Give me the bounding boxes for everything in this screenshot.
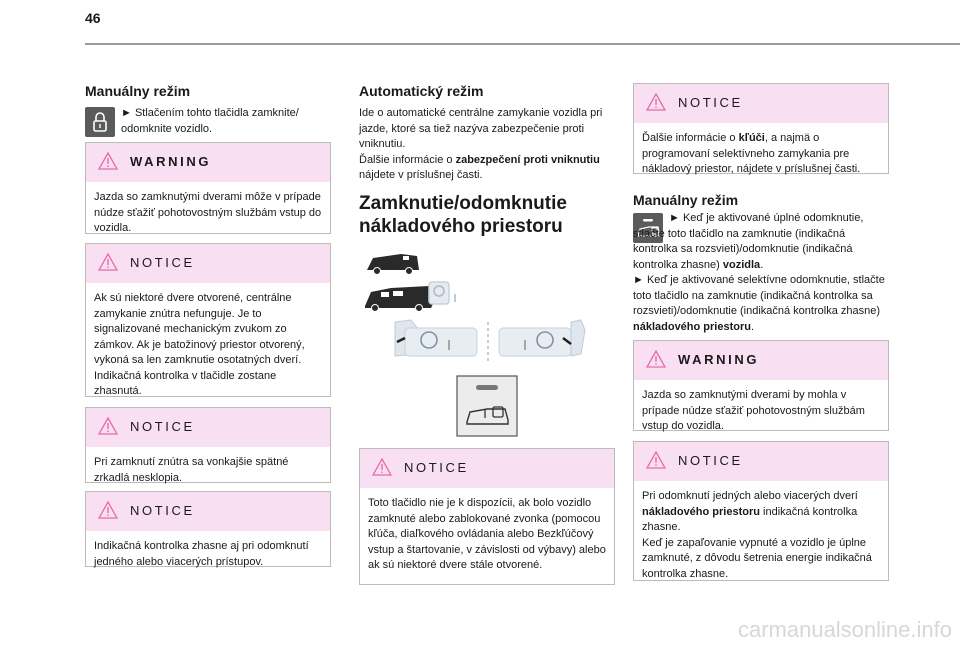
notice-box: [85, 491, 331, 567]
notice-icon: [98, 417, 118, 435]
col2-paragraph: Ide o automatické centrálne zamykanie vozidla pri jazde, ktoré sa tiež nazýva zabezpečenie proti vniknutiu. Ďalšie informácie o zabezpečení proti vniknutiu nájdete v príslušnej časti.: [359, 107, 603, 181]
section-title: Zamknutie/odomknutie nákladového priestoru: [359, 193, 567, 237]
notice-box: [359, 448, 615, 585]
cargo-lock-button: [457, 376, 517, 436]
warning-label: WARNING: [130, 154, 212, 169]
warning-box: [633, 340, 889, 431]
warning-text: Jazda so zamknutými dverami môže v prípade núdze sťažiť pohotovostným službám vstup do vozidla.: [94, 191, 322, 234]
notice-box: [85, 407, 331, 483]
col2-heading: Automatický režim: [359, 83, 484, 99]
col1-heading: Manuálny režim: [85, 83, 191, 99]
notice-label: NOTICE: [678, 453, 743, 468]
notice-icon: [646, 451, 666, 469]
notice-text: Indikačná kontrolka zhasne aj pri odomknutí jedného alebo viacerých prístupov.: [94, 540, 309, 568]
watermark: carmanualsonline.info: [737, 617, 952, 642]
notice-text: Pri odomknutí jedných alebo viacerých dverí nákladového priestoru indikačná kontrolka zhasne. Keď je zapaľovanie vypnuté a vozidlo je úplne zamknuté, z dôvodu šetrenia energie indikačná kontrolka zhasne.: [642, 490, 872, 580]
warning-label: WARNING: [678, 352, 760, 367]
notice-text: Pri zamknutí znútra sa vonkajšie spätné zrkadlá nesklopia.: [94, 456, 289, 484]
van-icon-small: [367, 254, 419, 275]
notice-box: [633, 83, 889, 174]
notice-icon: [372, 458, 392, 476]
warning-text: Jazda so zamknutými dverami by mohla v prípade núdze sťažiť pohotovostným službám vstup do vozidla.: [642, 389, 865, 432]
notice-label: NOTICE: [130, 255, 195, 270]
warning-box: [85, 142, 331, 234]
page-number: 46: [85, 10, 101, 26]
lock-button-icon: [85, 107, 115, 137]
warning-icon: [646, 350, 666, 368]
notice-box: [85, 243, 331, 397]
header-divider: [85, 43, 960, 45]
cargo-lock-illustration: [359, 244, 599, 444]
notice-text: Ak sú niektoré dvere otvorené, centrálne zamykanie znútra nefunguje. Je to signalizované mechanickým zvukom zo zámkov. Ak je batožinový priestor otvorený, vykoná sa len zamknutie osotatných dverí. Indikačná kontrolka v tlačidle zostane zhasnutá.: [94, 292, 305, 397]
col1-intro: ► Stlačením tohto tlačidla zamknite/ odomknite vozidlo.: [121, 107, 299, 135]
notice-icon: [98, 501, 118, 519]
notice-text: Ďalšie informácie o kľúči, a najmä o programovaní selektívneho zamykania pre nákladový priestor, nájdete v príslušnej časti.: [642, 132, 861, 175]
notice-icon: [646, 93, 666, 111]
col3-paragraph: ► Keď je aktivované úplné odomknutie, stlačte toto tlačidlo na zamknutie (indikačná kontrolka sa rozsvieti)/odomknutie (indikačná kontrolka zhasne) vozidla. ► Keď je aktivované selektívne odomknutie, stlačte toto tlačidlo na zamknutie (indikačná kontrolka sa rozsvieti)/odomknutie (indikačná kontrolka zhasne) nákladového priestoru.: [633, 212, 885, 333]
van-icon-long: [365, 286, 433, 312]
notice-box: [633, 441, 889, 581]
notice-label: NOTICE: [678, 95, 743, 110]
warning-icon: [98, 152, 118, 170]
notice-icon: [98, 253, 118, 271]
notice-label: NOTICE: [404, 460, 469, 475]
notice-text: Toto tlačidlo nie je k dispozícii, ak bolo vozidlo zamknuté alebo zablokované zvonka (pomocou kľúča, diaľkového ovládania alebo Bezkľúčový vstup a štartovanie, v závislosti od výbavy) alebo ak sú niektoré dvere stále otvorené.: [368, 497, 606, 571]
open-doors-icon: [395, 320, 585, 362]
col3-heading: Manuálny režim: [633, 192, 739, 208]
notice-label: NOTICE: [130, 419, 195, 434]
notice-label: NOTICE: [130, 503, 195, 518]
